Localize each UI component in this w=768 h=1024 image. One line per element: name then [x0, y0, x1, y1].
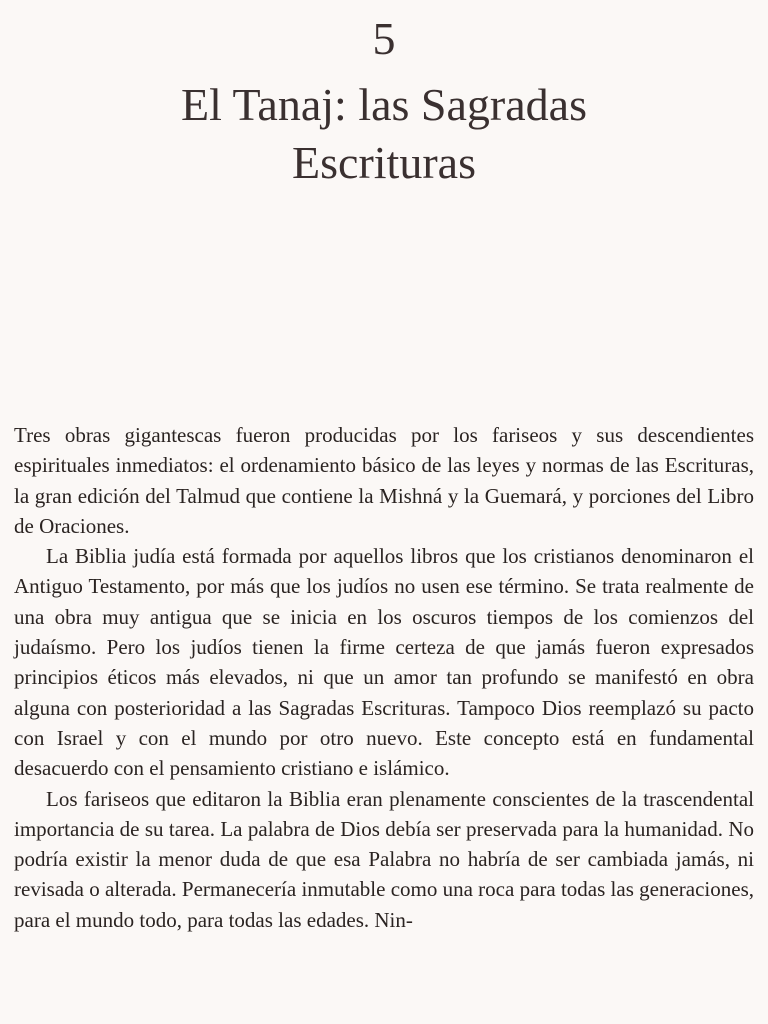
chapter-title — [0, 76, 768, 192]
chapter-title-line-2: Escrituras — [292, 137, 476, 188]
paragraph-3: Los fariseos que editaron la Biblia eran plenamente conscientes de la trascendental importancia de su tarea. La palabra de Dios debía ser preservada para la humanidad. No podría existir la menor duda de que esa Palabra no habría de ser cambiada jamás, ni revisada o alterada. Permanecería inmutable como una roca para todas las generaciones, para el mundo todo, para todas las edades. Nin- — [14, 786, 754, 932]
chapter-number: 5 — [372, 13, 396, 64]
paragraph-2: La Biblia judía está formada por aquellos libros que los cristianos denominaron el Antiguo Testamento, por más que los judíos no usen ese término. Se trata realmente de una obra muy antigua que se inicia en los oscuros tiempos de los comienzos del judaísmo. Pero los judíos tienen la firme certeza de que jamás fueron expresados principios éticos más elevados, ni que un amor tan profundo se manifestó en obra alguna con posterioridad a las Sagradas Escrituras. Tampoco Dios reemplazó su pacto con Israel y con el mundo por otro nuevo. Este concepto está en fundamental desacuerdo con el pensamiento cristiano e islámico. — [14, 544, 754, 781]
chapter-title-line-1: El Tanaj: las Sagradas — [181, 79, 587, 130]
body-text — [14, 420, 754, 935]
paragraph-1: Tres obras gigantescas fueron producidas por los fariseos y sus descendientes espirituales inmediatos: el ordenamiento básico de las leyes y normas de las Escrituras, la gran edición del Talmud que contiene la Mishná y la Guemará, y porciones del Libro de Oraciones. — [14, 423, 754, 538]
